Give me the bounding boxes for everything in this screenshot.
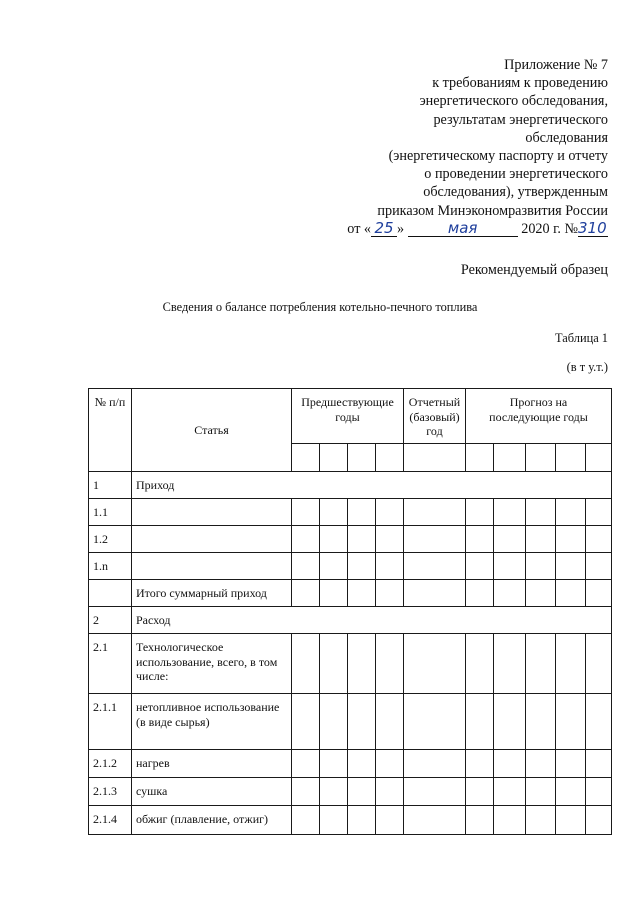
value-cell [292,634,320,694]
value-cell [586,778,612,806]
table-number: Таблица 1 [555,331,608,345]
col-header-forecast: Прогноз на последующие годы [466,388,612,444]
row-item-text: нетопливное использование (в виде сырья) [136,700,280,729]
value-cell [556,694,586,750]
row-number-text: 2.1.2 [93,756,117,770]
row-number [88,694,132,750]
value-cell [376,750,404,778]
row-item-text: обжиг (плавление, отжиг) [136,812,269,826]
value-cell [292,750,320,778]
value-cell [348,499,376,526]
row-item-text: сушка [136,784,168,798]
value-cell [404,750,466,778]
value-cell [494,806,526,835]
row-item [132,634,292,694]
value-cell [376,778,404,806]
order-year: 2020 г. № [521,220,578,237]
row-number [88,634,132,694]
value-cell [376,806,404,835]
row-number [88,607,132,634]
recommended-sample-label: Рекомендуемый образец [460,262,608,278]
value-cell [292,499,320,526]
value-cell [494,580,526,607]
row-item [132,580,292,607]
col-header-num: № п/п [88,388,132,472]
value-cell [556,580,586,607]
header-line: к требованиям к проведению [432,75,608,92]
order-day: 25 [371,221,397,237]
value-cell [526,526,556,553]
value-cell [586,750,612,778]
value-cell [526,634,556,694]
row-number-text: 2.1 [93,640,108,654]
value-cell [348,694,376,750]
value-cell [556,750,586,778]
value-cell [526,806,556,835]
value-cell [494,694,526,750]
col-header-previous: Предшествующие годы [292,388,404,444]
value-cell [292,778,320,806]
row-number-text: 1.2 [93,532,108,546]
value-cell [320,750,348,778]
row-item [132,526,292,553]
section-title [132,472,612,499]
value-cell [376,694,404,750]
row-item [132,778,292,806]
header-line: обследования [525,129,608,146]
year-sub-cell [376,444,404,472]
row-item-text: Приход [136,478,175,492]
value-cell [404,806,466,835]
value-cell [376,553,404,580]
value-cell [494,499,526,526]
row-number [88,499,132,526]
value-cell [586,694,612,750]
row-number-text: 2.1.4 [93,812,117,826]
value-cell [320,580,348,607]
row-item [132,553,292,580]
value-cell [348,580,376,607]
value-cell [556,553,586,580]
value-cell [556,634,586,694]
year-sub-cell [292,444,320,472]
value-cell [556,499,586,526]
value-cell [404,694,466,750]
value-cell [466,750,494,778]
value-cell [376,526,404,553]
section-title [132,607,612,634]
header-line: обследования), утвержденным [423,184,608,201]
year-sub-cell [320,444,348,472]
row-item-text: Итого суммарный приход [136,586,267,600]
row-number [88,553,132,580]
value-cell [586,499,612,526]
value-cell [586,634,612,694]
col-header-reported: Отчетный (базовый) год [404,388,466,444]
value-cell [466,499,494,526]
row-number-text: 2 [93,613,99,627]
value-cell [494,750,526,778]
value-cell [404,526,466,553]
value-cell [376,634,404,694]
value-cell [526,553,556,580]
value-cell [526,499,556,526]
value-cell [494,634,526,694]
year-sub-cell [466,444,494,472]
row-number [88,472,132,499]
value-cell [320,778,348,806]
value-cell [292,806,320,835]
row-item-text: Технологическое использование, всего, в том числе: [136,640,278,684]
value-cell [348,778,376,806]
row-number [88,806,132,835]
header-line: энергетического обследования, [419,93,608,110]
header-line: о проведении энергетического [424,166,608,183]
value-cell [526,778,556,806]
order-prefix: от « [347,220,372,237]
year-sub-cell [494,444,526,472]
value-cell [292,580,320,607]
value-cell [556,806,586,835]
value-cell [586,806,612,835]
value-cell [376,580,404,607]
value-cell [404,634,466,694]
value-cell [466,634,494,694]
row-number-text: 1.1 [93,505,108,519]
value-cell [348,806,376,835]
value-cell [348,634,376,694]
value-cell [494,526,526,553]
value-cell [320,694,348,750]
row-number [88,580,132,607]
order-month: мая [408,221,518,237]
value-cell [320,553,348,580]
order-number: 310 [578,218,607,237]
value-cell [320,634,348,694]
row-number [88,778,132,806]
value-cell [466,806,494,835]
value-cell [348,750,376,778]
year-sub-cell [586,444,612,472]
value-cell [586,580,612,607]
units-label: (в т у.т.) [566,360,608,374]
header-line: (энергетическому паспорту и отчету [388,148,608,165]
col-header-item: Статья [132,388,292,472]
row-item [132,499,292,526]
value-cell [320,526,348,553]
row-item [132,806,292,835]
header-line: Приложение № 7 [504,57,608,73]
value-cell [292,553,320,580]
value-cell [556,778,586,806]
row-number [88,526,132,553]
value-cell [494,778,526,806]
value-cell [526,580,556,607]
value-cell [348,553,376,580]
row-item [132,694,292,750]
row-number-text: 1 [93,478,99,492]
row-number-text: 2.1.1 [93,700,117,714]
value-cell [526,694,556,750]
value-cell [466,580,494,607]
value-cell [526,750,556,778]
value-cell [404,778,466,806]
year-sub-cell [556,444,586,472]
value-cell [404,553,466,580]
value-cell [404,499,466,526]
value-cell [586,526,612,553]
value-cell [494,553,526,580]
value-cell [466,553,494,580]
row-item [132,750,292,778]
year-sub-cell [526,444,556,472]
value-cell [586,553,612,580]
row-item-text: Расход [136,613,171,627]
value-cell [376,499,404,526]
order-mid: » [397,220,405,237]
value-cell [320,806,348,835]
value-cell [292,526,320,553]
value-cell [556,526,586,553]
value-cell [404,580,466,607]
row-number-text: 1.n [93,559,108,573]
value-cell [292,694,320,750]
value-cell [348,526,376,553]
value-cell [466,526,494,553]
year-sub-cell [348,444,376,472]
document-title: Сведения о балансе потребления котельно-печного топлива [162,300,478,314]
header-line: результатам энергетического [433,111,608,128]
value-cell [466,778,494,806]
value-cell [320,499,348,526]
row-number-text: 2.1.3 [93,784,117,798]
row-number [88,750,132,778]
header-line: приказом Минэкономразвития России [377,202,608,219]
year-sub-cell [404,444,466,472]
value-cell [466,694,494,750]
row-item-text: нагрев [136,756,170,770]
